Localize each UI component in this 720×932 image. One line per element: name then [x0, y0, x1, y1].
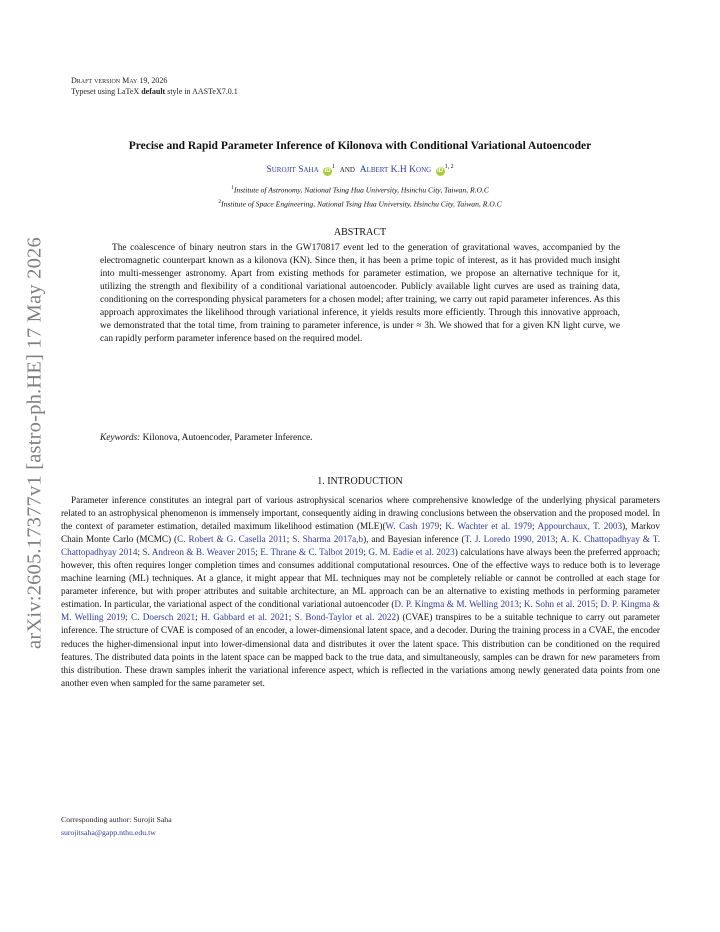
citation-link[interactable]: H. Gabbard et al. 2021 — [200, 612, 289, 623]
corresponding-email-link[interactable]: surojitsaha@gapp.nthu.edu.tw — [61, 828, 156, 837]
introduction-text: ; — [195, 612, 201, 623]
introduction-text: Parameter inference constitutes an integral part of various astrophysical scenarios where comprehensive knowledge of the underlying physical parameters related to an astrophysical phenomenon is immensely important, consequently aiding in drawing conclusions between the observation and the proposed model. In the context of parameter estimation, detailed maximum likelihood estimation (MLE)( — [61, 495, 660, 532]
typeset-line — [71, 87, 238, 98]
paper-title: Precise and Rapid Parameter Inference of Kilonova with Conditional Variational Autoencoder — [128, 140, 592, 152]
abstract-heading: ABSTRACT — [333, 227, 387, 238]
introduction-text: ), Markov Chain Monte Carlo (MCMC) ( — [61, 521, 660, 545]
typeset-style-word: default — [141, 86, 166, 96]
citation-link[interactable]: A. K. Chattopadhyay & T. Chattopadhyay 2014 — [61, 534, 660, 558]
introduction-text: ; — [532, 521, 538, 532]
introduction-text: ) calculations have always been the preferred approach; however, this often requires longer completion times and consumes additional computational resources. One of the effective ways to reduce both is to leverage machine learning (ML) techniques. At a glance, it might appear that ML techniques may not be completely reliable or cannot be controlled at each stage for parameter inference, but with proper attributes and suitable architecture, an ML approach can be an alternative to existing methods in performing parameter estimation. In particular, the variational aspect of the conditional variational autoencoder ( — [61, 547, 661, 610]
citation-link[interactable]: K. Sohn et al. 2015 — [523, 599, 596, 610]
citation-link[interactable]: Appourchaux, T. 2003 — [537, 521, 623, 532]
introduction-text: ; — [255, 547, 261, 558]
draft-header — [71, 76, 238, 97]
citation-link[interactable]: S. Andreon & B. Weaver 2015 — [142, 547, 256, 558]
citation-link[interactable]: T. J. Loredo 1990, 2013 — [464, 534, 556, 545]
section-heading-introduction: 1. INTRODUCTION — [317, 476, 403, 487]
introduction-text: ; — [518, 599, 524, 610]
draft-version-line: Draft version May 19, 2026 — [71, 76, 168, 85]
introduction-text: ; — [125, 612, 132, 623]
citation-link[interactable]: D. P. Kingma & M. Welling 2019 — [61, 599, 660, 623]
introduction-text: ; — [595, 599, 601, 610]
orcid-icon[interactable]: iD — [324, 168, 331, 175]
author-link-saha[interactable]: Surojit Saha — [266, 165, 319, 176]
orcid-icon[interactable]: iD — [437, 168, 444, 175]
affiliation-2-sup: 2 — [218, 199, 222, 205]
author-conjunction: and — [339, 165, 355, 176]
affiliation-1-sup: 1 — [231, 185, 234, 191]
latex-logo: LaTeX — [117, 86, 140, 96]
citation-link[interactable]: G. M. Eadie et al. 2023 — [368, 547, 455, 558]
abstract-body: The coalescence of binary neutron stars in the GW170817 event led to the generation of gravitational waves, accompanied by the electromagnetic counterpart known as a kilonova (KN). Since then, it has been a prime topic of interest, as it has provided much insight into multi-messenger astronomy. Apart from existing methods for parameter estimation, we propose an alternative technique for it, utilizing the strength and flexibility of a conditional variational autoencoder. Publicly available light curves are used as training data, conditioning on the corresponding physical parameters for a chosen model; after training, we carry out rapid parameter inferences. As this approach approximates the likelihood through variational inference, it yields results more efficiently. Through this innovative approach, we demonstrated that the total time, from training to parameter inference, is under ≈ 3h. We showed that for a given KN light curve, we can rapidly perform parameter inference based on the required model. — [100, 243, 620, 345]
introduction-text: ; — [363, 547, 369, 558]
corresponding-author-text: Corresponding author: Surojit Saha — [61, 815, 172, 824]
introduction-text: ) (CVAE) transpires to be a suitable technique to carry out parameter inference. The structure of CVAE is composed of an encoder, a lower-dimensional latent space, and a decoder. During the training process in a CVAE, the encoder reduces the higher-dimensional input into lower-dimensional data and distributes it over the latent space. This distribution can be conditioned on the required features. The distributed data points in the latent space can be mapped back to the true data, and simultaneously, samples can be drawn for new parameters from this distribution. These drawn samples inherit the variational inference aspect, which is reflected in the variations among newly generated data points from one another even when sampled for the same parameter set. — [61, 612, 660, 688]
introduction-paragraph — [61, 494, 660, 690]
introduction-text: ), and Bayesian inference ( — [363, 534, 465, 545]
arxiv-identifier-text: arXiv:2605.17377v1 [astro-ph.HE] 17 May 2026 — [23, 237, 46, 649]
typeset-prefix: Typeset using — [71, 86, 118, 96]
keywords-text: Kilonova, Autoencoder, Parameter Inference. — [140, 433, 313, 443]
affiliation-2-text: Institute of Space Engineering, National Tsing Hua University, Hsinchu City, Taiwan, R.O.C — [221, 199, 502, 209]
citation-link[interactable]: S. Sharma 2017a,b — [292, 534, 364, 545]
affiliation-2 — [60, 199, 660, 209]
citation-link[interactable]: C. Doersch 2021 — [131, 612, 196, 623]
introduction-text: ; — [555, 534, 561, 545]
affiliation-1 — [60, 185, 660, 195]
author-line — [60, 164, 660, 176]
keywords-label: Keywords: — [100, 433, 141, 443]
citation-link[interactable]: D. P. Kingma & M. Welling 2013 — [394, 599, 519, 610]
keywords-line — [100, 433, 313, 443]
citation-link[interactable]: C. Robert & G. Casella 2011 — [177, 534, 287, 545]
introduction-text: ; — [439, 521, 446, 532]
corresponding-author-footnote — [61, 813, 172, 839]
citation-link[interactable]: S. Bond-Taylor et al. 2022 — [294, 612, 397, 623]
introduction-text: ; — [288, 612, 295, 623]
introduction-text: ; — [137, 547, 143, 558]
introduction-text: ; — [286, 534, 293, 545]
citation-link[interactable]: E. Thrane & C. Talbot 2019 — [260, 547, 364, 558]
arxiv-identifier-stamp — [20, 233, 50, 653]
author-link-kong[interactable]: Albert K.H Kong — [359, 165, 432, 176]
citation-link[interactable]: K. Wachter et al. 1979 — [445, 521, 533, 532]
affiliation-1-text: Institute of Astronomy, National Tsing Hua University, Hsinchu City, Taiwan, R.O.C — [233, 185, 489, 195]
author1-affil-sup: 1 — [332, 164, 336, 170]
citation-link[interactable]: W. Cash 1979 — [385, 521, 440, 532]
typeset-suffix: style in AASTeX7.0.1 — [165, 86, 238, 96]
author2-affil-sup: 1, 2 — [444, 164, 454, 170]
